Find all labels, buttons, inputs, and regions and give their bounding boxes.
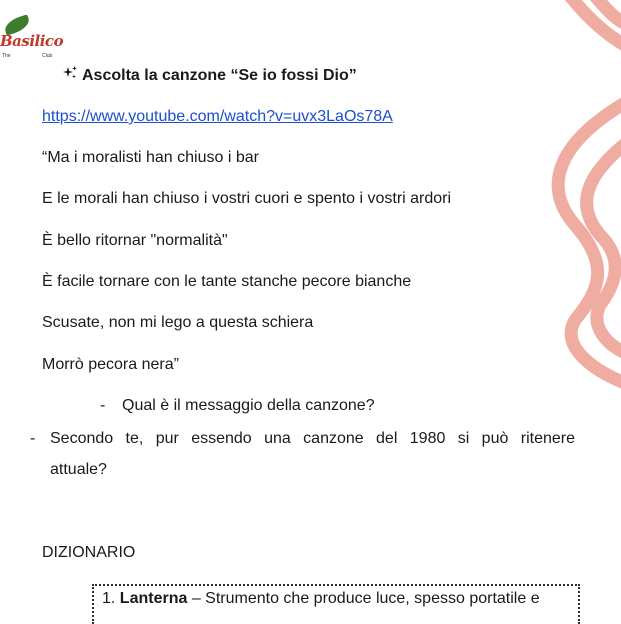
lyric-line: Morrò pecora nera” bbox=[42, 356, 179, 373]
dictionary-box bbox=[92, 584, 580, 624]
logo-wordmark: Basilico bbox=[0, 32, 64, 50]
dictionary-title: DIZIONARIO bbox=[42, 544, 136, 561]
sparkle-icon bbox=[62, 66, 78, 85]
question-text-continuation: attuale? bbox=[50, 461, 107, 478]
question-item bbox=[100, 397, 375, 415]
question-text: Secondo te, pur essendo una canzone del 1980 si può ritenere bbox=[50, 430, 575, 447]
lyric-line: “Ma i moralisti han chiuso i bar bbox=[42, 149, 259, 166]
lyric-line: È facile tornare con le tante stanche pecore bianche bbox=[42, 273, 412, 290]
lyric-line: È bello ritornar "normalità" bbox=[42, 232, 228, 249]
dictionary-entry bbox=[102, 590, 540, 608]
entry-term: Lanterna bbox=[119, 590, 188, 607]
list-marker: - bbox=[100, 397, 106, 414]
lyric-line: Scusate, non mi lego a questa schiera bbox=[42, 314, 314, 331]
entry-number: 1. bbox=[102, 590, 116, 607]
heading-text: Ascolta la canzone “Se io fossi Dio” bbox=[82, 67, 357, 84]
logo-suffix: Club bbox=[42, 53, 53, 59]
list-marker: - bbox=[30, 430, 36, 447]
youtube-link[interactable]: https://www.youtube.com/watch?v=uvx3LaOs78A bbox=[42, 108, 393, 125]
entry-definition: – Strumento che produce luce, spesso portatile e bbox=[191, 590, 540, 607]
basilico-logo bbox=[0, 18, 64, 62]
section-heading bbox=[62, 66, 357, 85]
logo-prefix: The bbox=[2, 53, 11, 59]
lyric-line: E le morali han chiuso i vostri cuori e spento i vostri ardori bbox=[42, 190, 452, 207]
question-text: Qual è il messaggio della canzone? bbox=[122, 397, 375, 414]
